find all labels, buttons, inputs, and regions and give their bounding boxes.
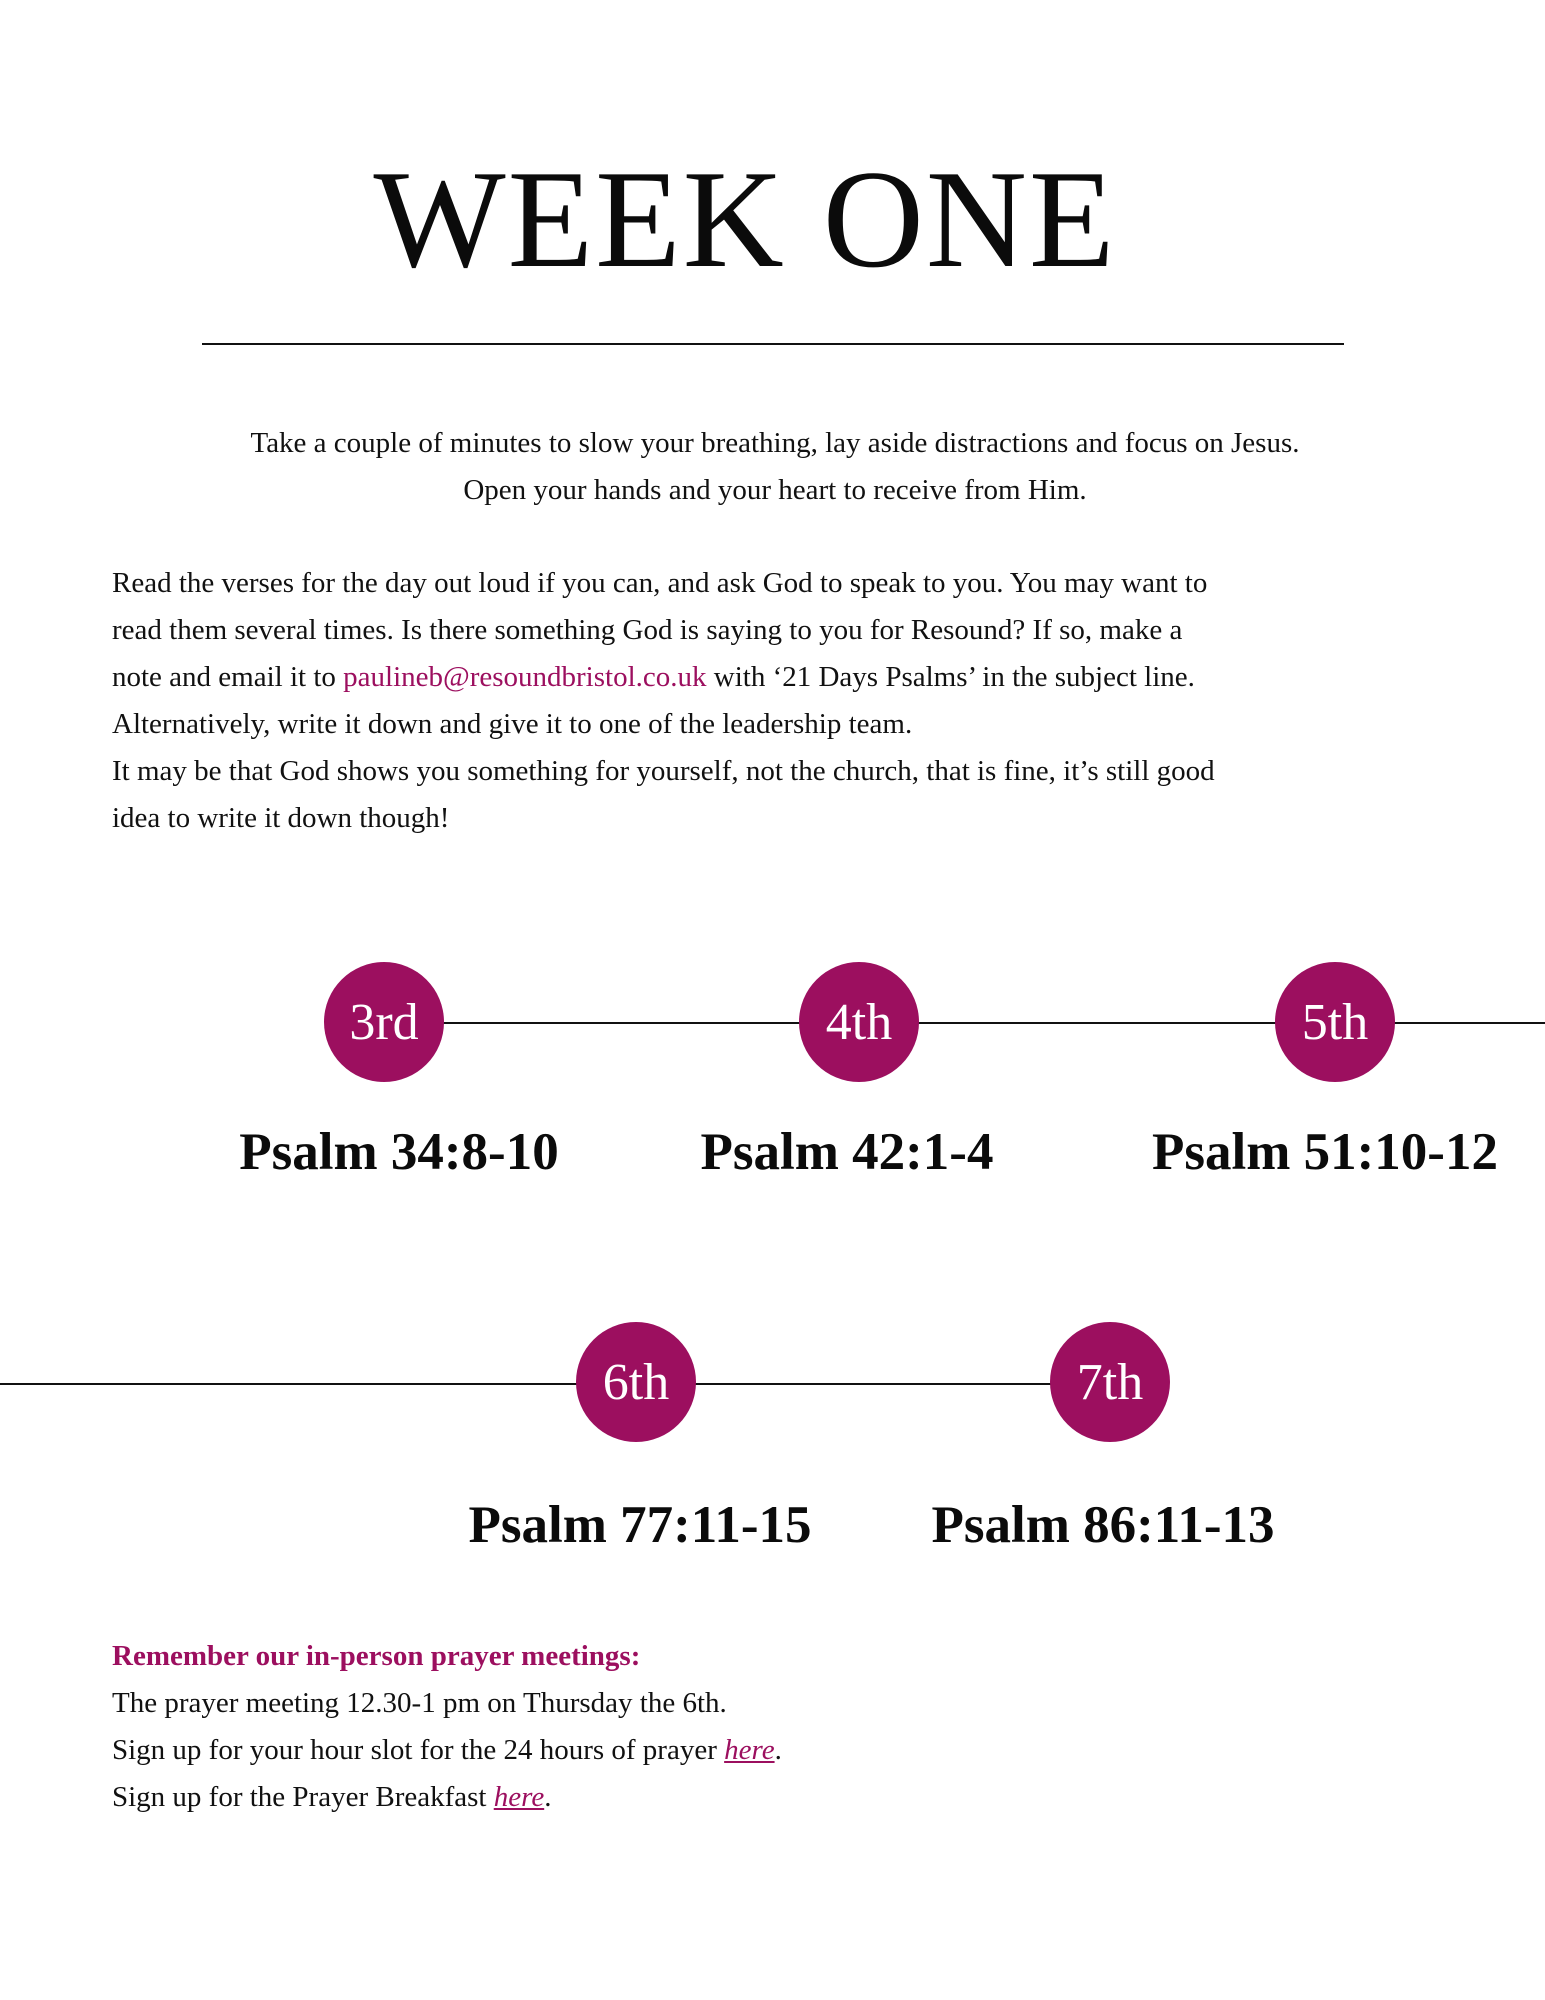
day-circle-7th: 7th [1050, 1322, 1170, 1442]
reminder-line: The prayer meeting 12.30-1 pm on Thursday the 6th. [112, 1687, 727, 1719]
prayer-breakfast-signup-link[interactable]: here [493, 1781, 545, 1813]
reminder-heading: Remember our in-person prayer meetings: [112, 1640, 641, 1672]
day-circle-4th: 4th [799, 962, 919, 1082]
prayer-slot-signup-link[interactable]: here [724, 1734, 775, 1766]
body-line: Read the verses for the day out loud if you can, and ask God to speak to you. You may want to [112, 567, 1208, 599]
reminder-line [112, 1774, 1412, 1821]
intro-paragraph [80, 420, 1470, 514]
day-circle-3rd: 3rd [324, 962, 444, 1082]
reminder-text: Sign up for your hour slot for the 24 hours of prayer [112, 1734, 725, 1766]
reminder-text: Sign up for the Prayer Breakfast [112, 1781, 494, 1813]
day-circle-6th: 6th [576, 1322, 696, 1442]
body-line: idea to write it down though! [112, 802, 450, 834]
psalm-reference-5th: Psalm 51:10-12 [1152, 1123, 1498, 1181]
timeline-line-row-2 [0, 1383, 1110, 1385]
prayer-reminder [112, 1633, 1412, 1821]
intro-line: Take a couple of minutes to slow your breathing, lay aside distractions and focus on Jesus. [250, 427, 1300, 459]
body-line: It may be that God shows you something for yourself, not the church, that is fine, it’s still good [112, 755, 1215, 787]
title-divider [202, 343, 1344, 345]
instructions-paragraph [112, 560, 1462, 842]
intro-line: Open your hands and your heart to receive from Him. [463, 474, 1087, 506]
body-text: note and email it to [112, 661, 344, 693]
reminder-text: . [544, 1781, 552, 1813]
day-circle-5th: 5th [1275, 962, 1395, 1082]
reminder-line [112, 1727, 1412, 1774]
psalm-reference-3rd: Psalm 34:8-10 [239, 1123, 559, 1181]
body-text: with ‘21 Days Psalms’ in the subject line. [706, 661, 1195, 693]
body-line: read them several times. Is there something God is saying to you for Resound? If so, make a [112, 614, 1183, 646]
page-title: WEEK ONE [373, 142, 1117, 297]
reminder-text: . [774, 1734, 782, 1766]
body-line: Alternatively, write it down and give it to one of the leadership team. [112, 708, 913, 740]
psalm-reference-7th: Psalm 86:11-13 [931, 1496, 1275, 1554]
body-line [112, 654, 1462, 701]
psalm-reference-4th: Psalm 42:1-4 [700, 1123, 994, 1181]
email-link[interactable]: paulineb@resoundbristol.co.uk [343, 661, 707, 693]
psalm-reference-6th: Psalm 77:11-15 [468, 1496, 812, 1554]
